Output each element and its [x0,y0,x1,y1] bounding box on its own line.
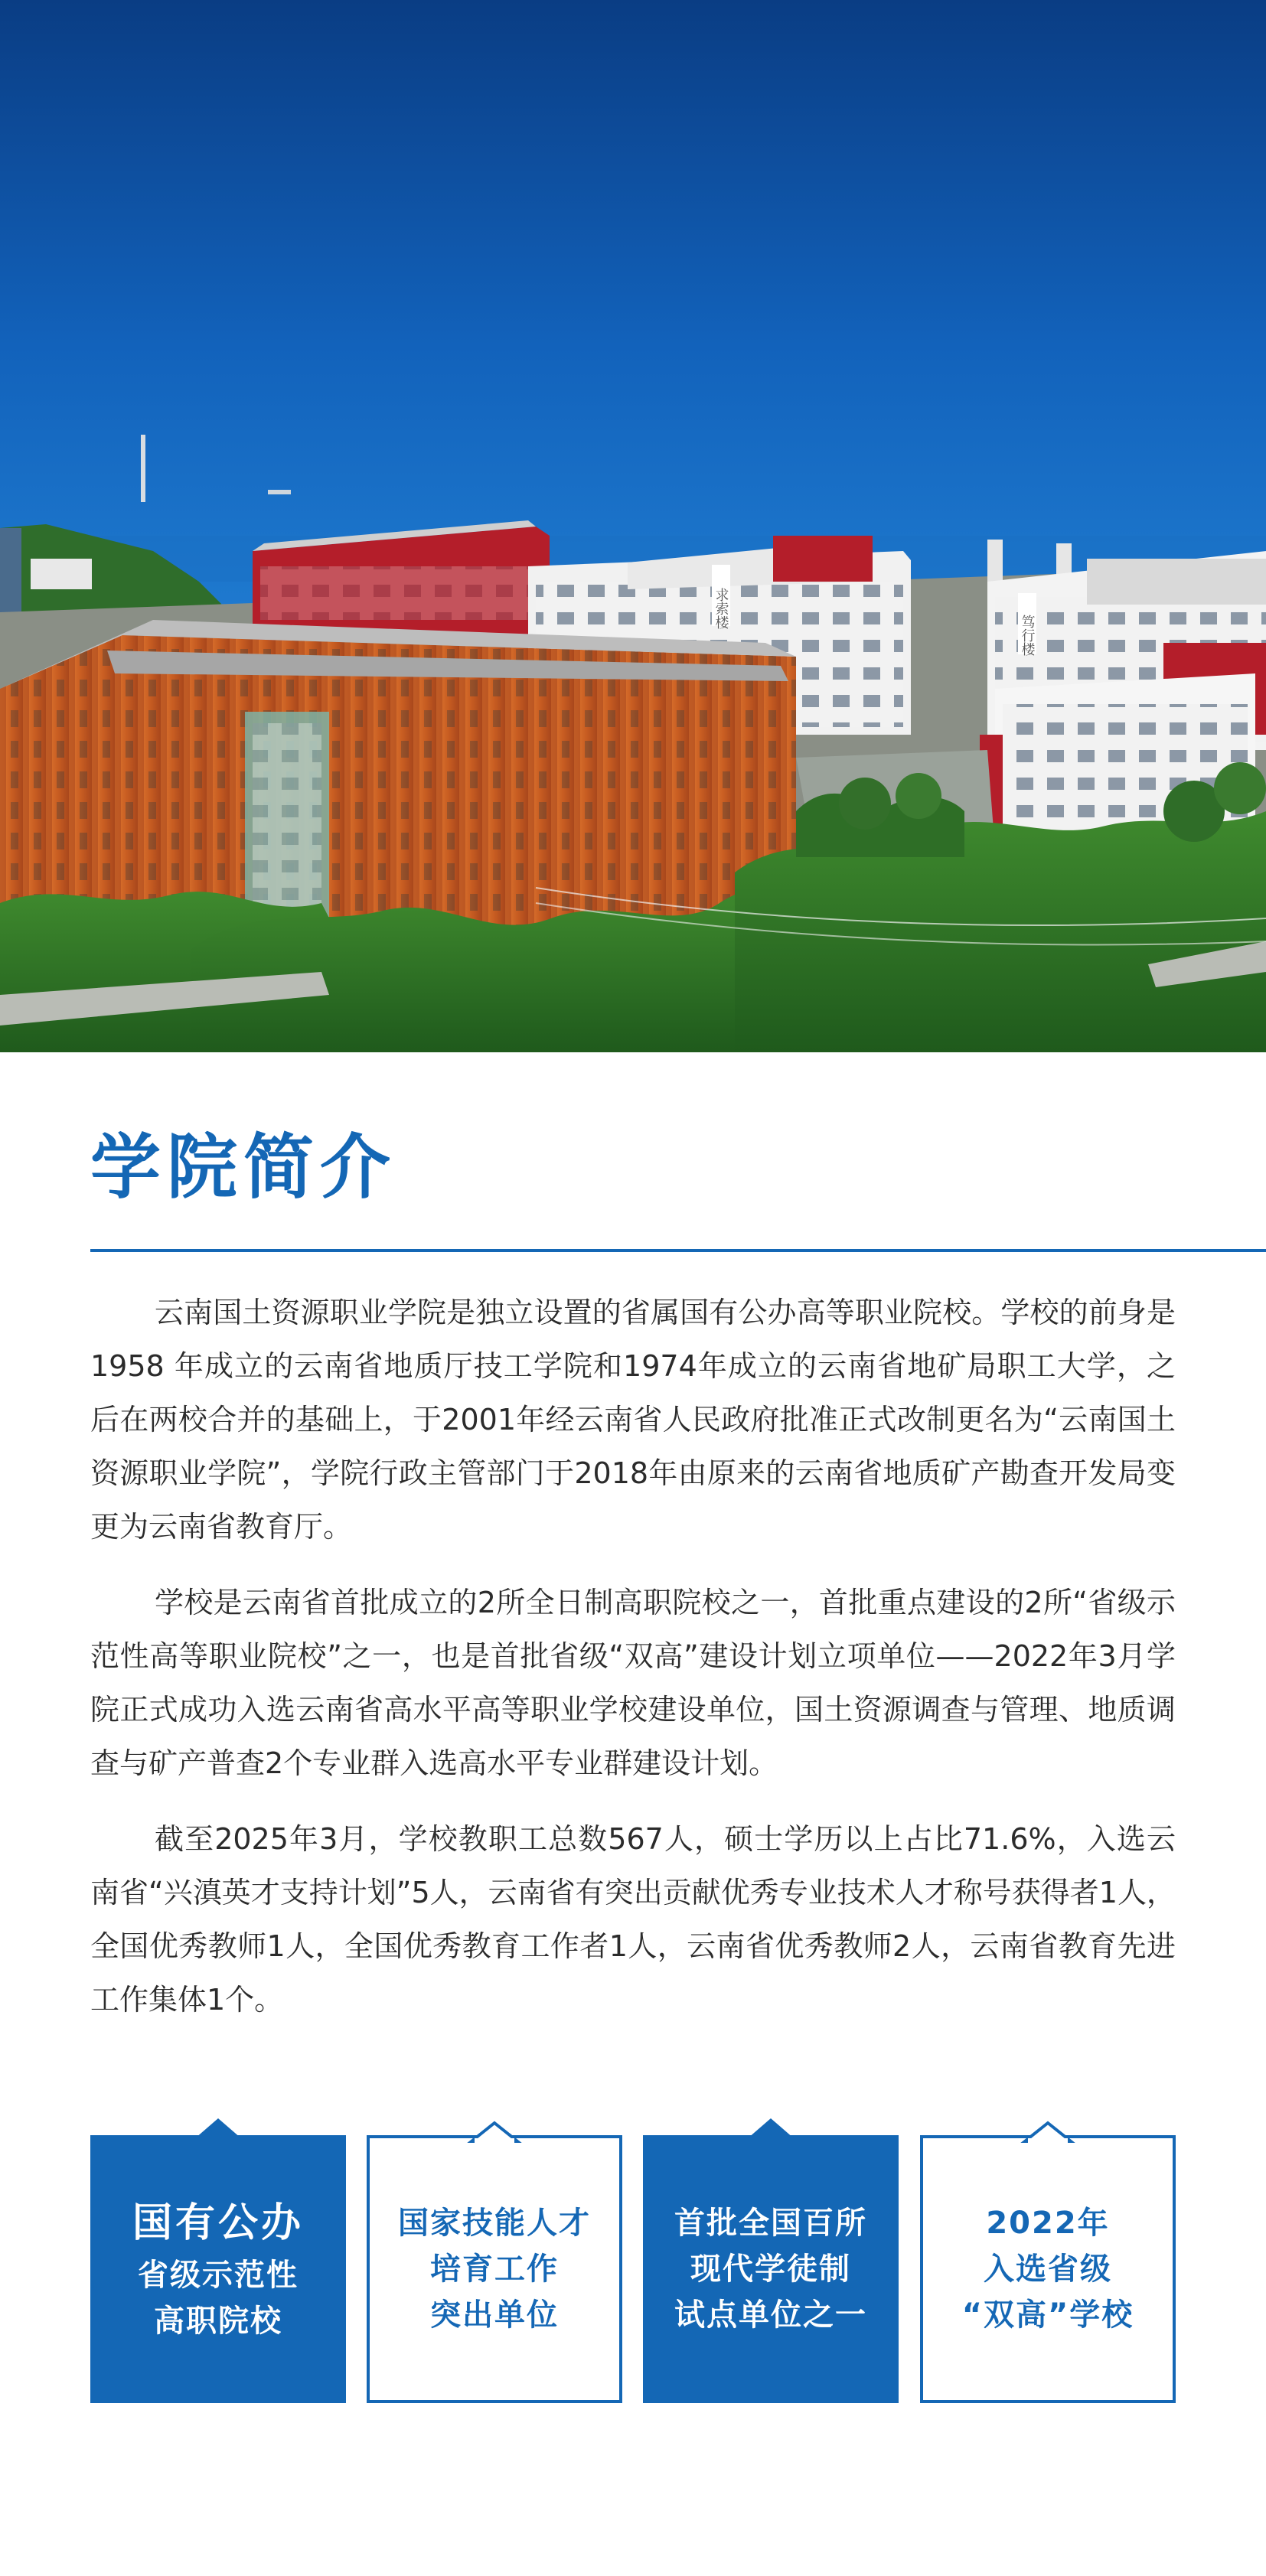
intro-paragraph-status: 学校是云南省首批成立的2所全日制高职院校之一，首批重点建设的2所“省级示范性高等职业院校”之一，也是首批省级“双高”建设计划立项单位——2022年3月学院正式成功入选云南省高水平高等职业学校建设单位，国土资源调查与管理、地质调查与矿产普查2个专业群入选高水平专业群建设计划。 [90,1586,1176,1780]
card-line: 入选省级 [984,2252,1112,2287]
intro-paragraph-faculty: 截至2025年3月，学校教职工总数567人，硕士学历以上占比71.6%，入选云南省“兴滇英才支持计划”5人，云南省有突出贡献优秀专业技术人才称号获得者1人，全国优秀教师1人，全国优秀教育工作者1人，云南省优秀教师2人，云南省教育先进工作集体1个。 [90,1822,1176,2017]
card-line: 培育工作 [430,2252,559,2287]
card-notch-icon [748,2118,794,2138]
card-notch-icon [195,2118,241,2138]
card-headline: 国有公办 [132,2200,304,2246]
card-line: 首批全国百所 [674,2206,867,2241]
intro-text [90,1286,1176,2049]
card-line: 高职院校 [154,2304,282,2339]
card-line: 突出单位 [430,2297,559,2333]
card-line: 现代学徒制 [690,2252,851,2287]
card-double-high [920,2135,1176,2403]
card-notch-icon [471,2121,517,2141]
card-skills-talent [367,2135,622,2403]
intro-paragraph-history: 云南国土资源职业学院是独立设置的省属国有公办高等职业院校。学校的前身是1958 年成立的云南省地质厅技工学院和1974年成立的云南省地矿局职工大学，之后在两校合并的基础上，于2001年经云南省人民政府批准正式改制更名为“云南国土资源职业学院”，学院行政主管部门于2018年由原来的云南省地质矿产勘查开发局变更为云南省教育厅。 [90,1296,1176,1544]
card-line: 试点单位之一 [674,2297,867,2333]
building-sign-left: 求索楼 [713,588,729,629]
card-line: 2022年 [986,2206,1110,2241]
title-divider [90,1249,1266,1252]
card-apprenticeship [643,2135,899,2403]
card-public-school [90,2135,346,2403]
section-title: 学院简介 [90,1127,397,1208]
highlight-cards [90,2118,1176,2403]
card-line: 省级示范性 [138,2258,299,2293]
campus-illustration [0,0,1266,1052]
building-sign-right: 笃行楼 [1019,615,1036,656]
card-line: 国家技能人才 [398,2206,591,2241]
campus-aerial-photo [0,0,1266,1052]
card-notch-icon [1025,2121,1071,2141]
card-line: “双高”学校 [961,2297,1134,2333]
